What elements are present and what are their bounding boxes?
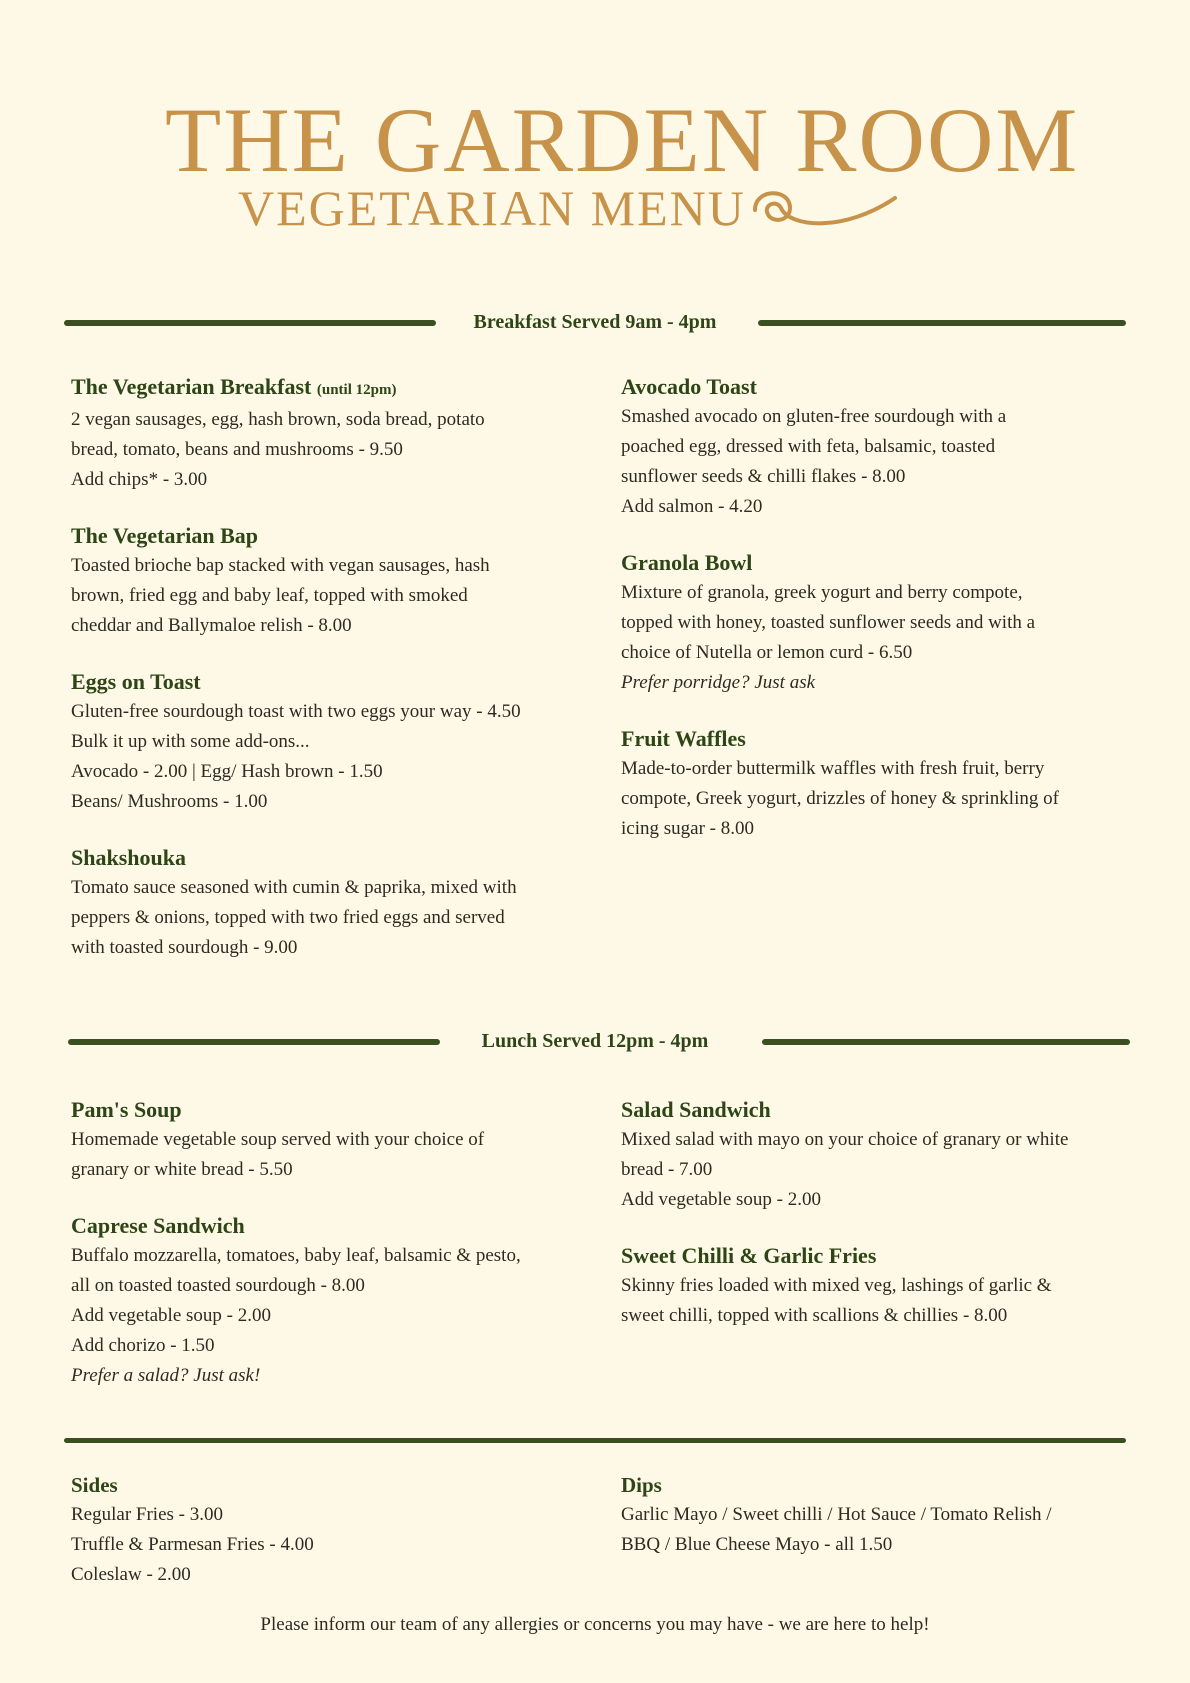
menu-item-description: Mixture of granola, greek yogurt and berry compote, — [621, 582, 1023, 603]
sides-line: Truffle & Parmesan Fries - 4.00 — [71, 1534, 314, 1555]
menu-item — [71, 1095, 581, 1185]
menu-item-description: bread, tomato, beans and mushrooms - 9.50 — [71, 439, 403, 460]
menu-item-name — [71, 521, 581, 551]
menu-item-description: Add chorizo - 1.50 — [71, 1335, 215, 1356]
menu-item — [621, 372, 1131, 522]
menu-item-title: The Vegetarian Breakfast — [71, 374, 312, 399]
menu-item-title: Avocado Toast — [621, 374, 757, 399]
sides-line: Coleslaw - 2.00 — [71, 1564, 191, 1585]
menu-item-description: Buffalo mozzarella, tomatoes, baby leaf, balsamic & pesto, — [71, 1245, 521, 1266]
menu-item-description: peppers & onions, topped with two fried eggs and served — [71, 907, 505, 928]
menu-item-description: sweet chilli, topped with scallions & chillies - 8.00 — [621, 1305, 1008, 1326]
menu-item-title: Fruit Waffles — [621, 726, 746, 751]
menu-item — [71, 372, 581, 495]
menu-item-title: Sweet Chilli & Garlic Fries — [621, 1243, 877, 1268]
menu-item-description: Add salmon - 4.20 — [621, 496, 763, 517]
menu-item-name — [621, 372, 1131, 402]
lunch-left-column — [71, 1095, 581, 1417]
menu-item-title: Eggs on Toast — [71, 669, 201, 694]
menu-item-description: Skinny fries loaded with mixed veg, lashings of garlic & — [621, 1275, 1052, 1296]
dips-section — [621, 1470, 1131, 1560]
logo-swirl-icon — [745, 180, 905, 240]
menu-item-title: Salad Sandwich — [621, 1097, 771, 1122]
lunch-heading: Lunch Served 12pm - 4pm — [481, 1030, 709, 1052]
menu-item-description: Gluten-free sourdough toast with two eggs your way - 4.50 — [71, 701, 521, 722]
dips-line: Garlic Mayo / Sweet chilli / Hot Sauce / Tomato Relish / — [621, 1504, 1052, 1525]
menu-item-description: Tomato sauce seasoned with cumin & paprika, mixed with — [71, 877, 517, 898]
menu-item-italic-note: Prefer porridge? Just ask — [621, 672, 816, 693]
menu-item-description: choice of Nutella or lemon curd - 6.50 — [621, 642, 913, 663]
menu-item-description: Toasted brioche bap stacked with vegan sausages, hash — [71, 555, 490, 576]
breakfast-heading: Breakfast Served 9am - 4pm — [473, 311, 717, 333]
menu-item-description: Homemade vegetable soup served with your choice of — [71, 1129, 485, 1150]
menu-item-note: (until 12pm) — [316, 382, 397, 398]
menu-item-name — [71, 667, 581, 697]
logo-subtitle: VEGETARIAN MENU — [238, 180, 746, 236]
logo-title: THE GARDEN ROOM — [165, 89, 1080, 191]
menu-item-description: Smashed avocado on gluten-free sourdough with a — [621, 406, 1007, 427]
menu-item — [71, 1211, 581, 1391]
lunch-divider — [64, 1031, 1126, 1051]
menu-item-italic-note: Prefer a salad? Just ask! — [71, 1365, 261, 1386]
menu-item-description: icing sugar - 8.00 — [621, 818, 754, 839]
menu-item-description: Add vegetable soup - 2.00 — [71, 1305, 271, 1326]
menu-item — [621, 1241, 1131, 1331]
dips-heading: Dips — [621, 1473, 662, 1497]
menu-item-name — [621, 1241, 1131, 1271]
menu-item-description: granary or white bread - 5.50 — [71, 1159, 293, 1180]
menu-item-description: cheddar and Ballymaloe relish - 8.00 — [71, 615, 352, 636]
menu-item — [621, 724, 1131, 844]
lunch-right-column — [621, 1095, 1131, 1357]
menu-item — [71, 843, 581, 963]
menu-item-name — [71, 372, 581, 405]
menu-item-description: Add chips* - 3.00 — [71, 469, 208, 490]
dips-line: BBQ / Blue Cheese Mayo - all 1.50 — [621, 1534, 893, 1555]
sides-section — [71, 1470, 581, 1590]
menu-logo — [0, 80, 1190, 250]
sides-line: Regular Fries - 3.00 — [71, 1504, 223, 1525]
sides-heading: Sides — [71, 1473, 118, 1497]
menu-item — [621, 548, 1131, 698]
menu-item-title: Shakshouka — [71, 845, 186, 870]
allergy-footer: Please inform our team of any allergies or concerns you may have - we are here to help! — [260, 1614, 930, 1635]
sides-rule — [64, 1438, 1126, 1443]
breakfast-left-column — [71, 372, 581, 989]
menu-item-title: The Vegetarian Bap — [71, 523, 259, 548]
menu-item-name — [71, 1211, 581, 1241]
menu-item-name — [621, 548, 1131, 578]
menu-item-description: Add vegetable soup - 2.00 — [621, 1189, 821, 1210]
menu-item-name — [621, 724, 1131, 754]
menu-item-description: Mixed salad with mayo on your choice of granary or white — [621, 1129, 1069, 1150]
menu-item — [621, 1095, 1131, 1215]
menu-item-title: Caprese Sandwich — [71, 1213, 245, 1238]
menu-item-description: with toasted sourdough - 9.00 — [71, 937, 298, 958]
menu-item-title: Granola Bowl — [621, 550, 753, 575]
menu-item-description: Avocado - 2.00 | Egg/ Hash brown - 1.50 — [71, 761, 383, 782]
menu-item-description: poached egg, dressed with feta, balsamic, toasted — [621, 436, 996, 457]
menu-item — [71, 521, 581, 641]
menu-item-name — [621, 1095, 1131, 1125]
breakfast-divider — [64, 312, 1126, 332]
menu-item-description: 2 vegan sausages, egg, hash brown, soda bread, potato — [71, 409, 485, 430]
menu-item-description: Beans/ Mushrooms - 1.00 — [71, 791, 268, 812]
menu-item — [71, 667, 581, 817]
menu-item-description: topped with honey, toasted sunflower seeds and with a — [621, 612, 1036, 633]
menu-item-name — [71, 843, 581, 873]
menu-item-description: bread - 7.00 — [621, 1159, 713, 1180]
menu-item-name — [71, 1095, 581, 1125]
menu-item-description: Bulk it up with some add-ons... — [71, 731, 310, 752]
menu-item-description: brown, fried egg and baby leaf, topped with smoked — [71, 585, 468, 606]
menu-item-description: compote, Greek yogurt, drizzles of honey & sprinkling of — [621, 788, 1059, 809]
menu-item-description: Made-to-order buttermilk waffles with fresh fruit, berry — [621, 758, 1045, 779]
menu-item-title: Pam's Soup — [71, 1097, 182, 1122]
menu-item-description: sunflower seeds & chilli flakes - 8.00 — [621, 466, 906, 487]
menu-item-description: all on toasted toasted sourdough - 8.00 — [71, 1275, 365, 1296]
breakfast-right-column — [621, 372, 1131, 870]
